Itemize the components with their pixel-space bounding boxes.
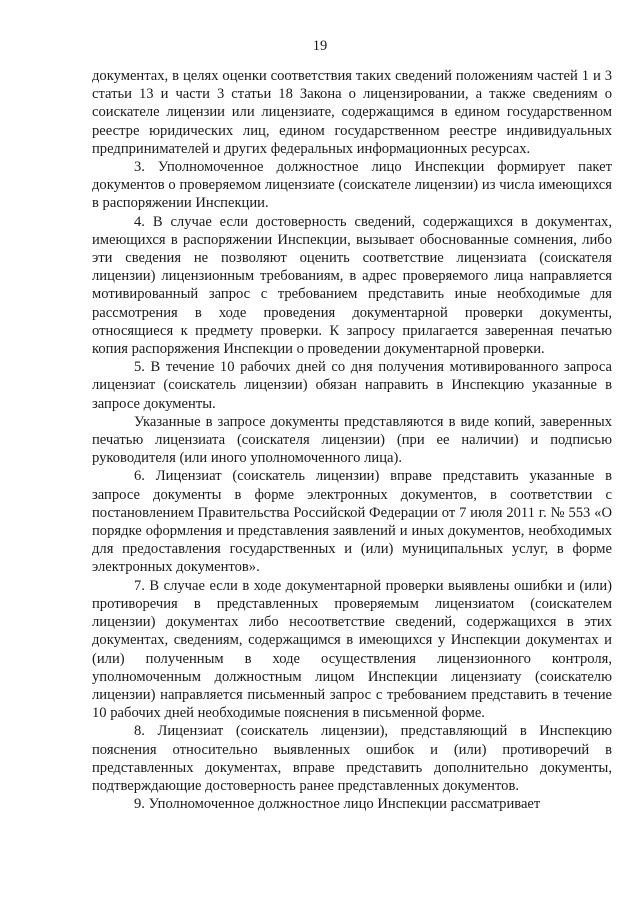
- paragraph-item-6: 6. Лицензиат (соискатель лицензии) вправе представить указанные в запросе документы в форме электронных документов, в соответствии с постановлением Правительства Российской Федерации от 7 июля 2011 г. № 553 «О порядке оформления и представления заявлений и иных документов, необходимых для предоставления государственных и (или) муниципальных услуг, в форме электронных документов».: [92, 468, 612, 576]
- paragraph-item-5-details: Указанные в запросе документы представляются в виде копий, заверенных печатью лицензиата (соискателя лицензии) (при ее наличии) и подписью руководителя (или иного уполномоченного лица).: [92, 413, 612, 467]
- paragraph-item-4: 4. В случае если достоверность сведений, содержащихся в документах, имеющихся в распоряжении Инспекции, вызывает обоснованные сомнения, либо эти сведения не позволяют оценить соответствие лицензиата (соискателя лицензии) лицензионным требованиям, в адрес проверяемого лица направляется мотивированный запрос с требованием представить иные необходимые для рассмотрения в ходе проведения документарной проверки документы, относящиеся к предмету проверки. К запросу прилагается заверенная печатью копия распоряжения Инспекции о проведении документарной проверки.: [92, 213, 612, 358]
- paragraph-item-3: 3. Уполномоченное должностное лицо Инспекции формирует пакет документов о проверяемом лицензиате (соискателе лицензии) из числа имеющихся в распоряжении Инспекции.: [92, 159, 612, 212]
- paragraph-continued: документах, в целях оценки соответствия таких сведений положениям частей 1 и 3 статьи 13 и части 3 статьи 18 Закона о лицензировании, а также сведениям о соискателе лицензии или лицензиате, содержащимся в едином государственном реестре юридических лиц, едином государственном реестре индивидуальных предпринимателей и других федеральных информационных ресурсах.: [92, 68, 612, 157]
- paragraph-item-5: 5. В течение 10 рабочих дней со дня получения мотивированного запроса лицензиат (соискатель лицензии) обязан направить в Инспекцию указанные в запросе документы.: [92, 359, 612, 412]
- page-number: 19: [312, 38, 328, 54]
- paragraph-item-8: 8. Лицензиат (соискатель лицензии), представляющий в Инспекцию пояснения относительно выявленных ошибок и (или) противоречий в представленных документах, вправе представить дополнительно документы, подтверждающие достоверность ранее представленных документов.: [92, 723, 612, 794]
- paragraph-item-7: 7. В случае если в ходе документарной проверки выявлены ошибки и (или) противоречия в представленных проверяемым лицензиатом (соискателем лицензии) документах либо несоответствие сведений, содержащихся в этих документах, сведениям, содержащимся в имеющихся у Инспекции документах и (или) полученным в ходе осуществления лицензионного контроля, уполномоченным должностным лицом Инспекции лицензиату (соискателю лицензии) направляется письменный запрос с требованием представить в течение 10 рабочих дней необходимые пояснения в письменной форме.: [92, 577, 612, 722]
- paragraph-item-9: 9. Уполномоченное должностное лицо Инспекции рассматривает: [134, 796, 541, 813]
- document-body: [92, 67, 612, 813]
